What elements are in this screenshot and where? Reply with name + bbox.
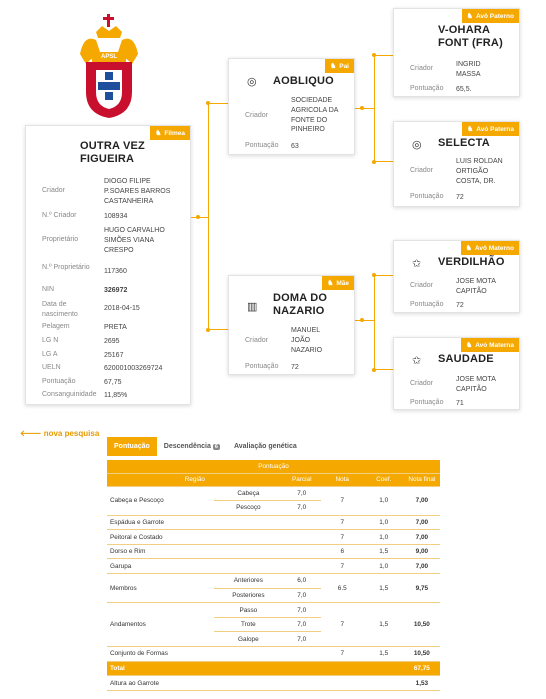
mgf-name: VERDILHÃO (438, 256, 505, 268)
table-row: Posteriores 7,0 (107, 588, 440, 603)
maternal-grandmother-card[interactable] (393, 337, 520, 410)
star-mark-icon: ✩ (412, 258, 422, 270)
main-field-row (42, 286, 174, 296)
maternal-grandfather-card[interactable] (393, 240, 520, 313)
main-field-row (42, 300, 174, 320)
mother-pontuacao: 72 (291, 364, 299, 371)
tree-connector (208, 103, 228, 330)
field-label: N.º Criador (42, 212, 77, 219)
field-value: 108934 (104, 213, 128, 220)
table-title: Pontuação (107, 460, 440, 473)
table-row: Trote 7,0 (107, 617, 440, 632)
table-row: Espádua e Garrote 7 1,0 7,00 (107, 515, 440, 530)
pgf-criador: INGRID MASSA (456, 61, 481, 78)
mgm-name: SAUDADE (438, 353, 494, 365)
mgf-pontuacao: 72 (456, 302, 464, 309)
field-label: Pontuação (410, 85, 444, 92)
field-label: Pontuação (410, 399, 444, 406)
tree-node (372, 368, 376, 372)
main-field-row (42, 351, 174, 361)
col-header: Parcial (283, 473, 321, 486)
table-row: Conjunto de Formas 7 1,5 10,50 (107, 647, 440, 662)
field-value: 326972 (104, 287, 128, 294)
main-field-row (42, 378, 174, 388)
pgf-name: V-OHARA FONT (FRA) (438, 24, 503, 49)
logo-text: APSL (100, 54, 117, 60)
tab-descendencia[interactable]: Descendência 6 (163, 443, 218, 450)
apsl-logo (78, 12, 140, 122)
field-label: Criador (42, 187, 65, 194)
field-label: Data de nascimento (42, 301, 78, 318)
tab-bar (107, 437, 304, 456)
score-table (107, 460, 440, 691)
back-link[interactable]: 🡐 nova pesquisa (20, 429, 100, 438)
field-label: Criador (410, 65, 433, 72)
field-label: Criador (410, 380, 433, 387)
pgm-name: SELECTA (438, 137, 490, 149)
tree-node (372, 160, 376, 164)
arrow-left-icon: 🡐 (20, 429, 42, 438)
tree-node (372, 53, 376, 57)
table-row: Altura ao Garrote 1,53 (107, 676, 440, 691)
mother-badge: ♞ Mãe (322, 276, 354, 290)
mgf-criador: JOSE MOTA CAPITÃO (456, 278, 496, 295)
field-label: Criador (245, 112, 268, 119)
horse-icon: ♞ (465, 245, 472, 252)
field-label: Pontuação (410, 193, 444, 200)
mgm-pontuacao: 71 (456, 400, 464, 407)
mother-criador: MANUEL JOÃO NAZARIO (291, 327, 323, 354)
table-row: Garupa 7 1,0 7,00 (107, 559, 440, 574)
tab-pontuacao[interactable]: Pontuação (107, 437, 157, 456)
field-label: Consanguinidade (42, 391, 97, 398)
pgm-badge: ♞ Avó Paterna (462, 122, 519, 136)
field-label: Criador (410, 282, 433, 289)
main-field-row (42, 391, 174, 401)
horse-icon: ♞ (329, 63, 337, 70)
table-row: Dorso e Rim 6 1,5 9,00 (107, 544, 440, 559)
pgf-badge: ♞ Avô Paterno (462, 9, 519, 23)
tree-connector (200, 217, 208, 218)
main-horse-badge: ♞ Filmea (150, 126, 190, 140)
mgm-criador: JOSE MOTA CAPITÃO (456, 376, 496, 393)
star-mark-icon: ✩ (412, 355, 422, 367)
col-header: Nota final (404, 473, 440, 486)
mgf-badge: ♞ Avô Materno (461, 241, 519, 255)
mother-card[interactable] (228, 275, 355, 375)
table-row: Peitoral e Costado 7 1,0 7,00 (107, 530, 440, 545)
table-row: Andamentos Passo 7,0 7 1,5 10,50 (107, 603, 440, 618)
field-label: Proprietário (42, 236, 79, 243)
paternal-grandmother-card[interactable] (393, 121, 520, 207)
field-label: UELN (42, 364, 61, 371)
father-card[interactable] (228, 58, 355, 155)
tree-connector (355, 320, 374, 321)
tree-node (360, 106, 364, 110)
pgm-criador: LUIS ROLDAN ORTIGÃO COSTA, DR. (456, 158, 503, 185)
tree-connector (374, 275, 393, 370)
field-value: DIOGO FILIPE P.SOARES BARROS CASTANHEIRA (104, 178, 171, 205)
main-field-row (42, 212, 174, 222)
tree-node (360, 318, 364, 322)
father-name: AOBLIQUO (273, 75, 334, 87)
main-field-row (42, 364, 174, 374)
tree-node (372, 273, 376, 277)
field-label: Pontuação (410, 301, 444, 308)
pgf-pontuacao: 65,5. (456, 86, 472, 93)
father-pontuacao: 63 (291, 143, 299, 150)
paternal-grandfather-card[interactable] (393, 8, 520, 97)
table-row: Membros Anteriores 6,0 6.5 1,5 9,75 (107, 574, 440, 589)
main-field-row (42, 323, 174, 333)
field-value: HUGO CARVALHO SIMÕES VIANA CRESPO (104, 227, 165, 254)
horse-icon: ♞ (155, 130, 162, 137)
col-header: Região (107, 473, 283, 486)
main-field-row (42, 337, 174, 347)
horse-icon: ♞ (465, 342, 473, 349)
horse-icon: ♞ (466, 13, 473, 20)
field-label: N.º Proprietário (42, 264, 90, 271)
pgm-pontuacao: 72 (456, 194, 464, 201)
field-value: 117360 (104, 268, 127, 275)
count-badge: 6 (214, 444, 218, 450)
field-label: Pelagem (42, 323, 70, 330)
field-value: 2018-04-15 (104, 305, 140, 312)
mother-name: DOMA DO NAZARIO (273, 292, 328, 317)
breed-mark-icon: ◎ (412, 139, 422, 151)
table-row: Cabeça e Pescoço Cabeça 7,0 7 1,0 7,00 (107, 486, 440, 501)
main-field-row (42, 263, 174, 277)
tree-node (206, 101, 210, 105)
tree-connector (355, 108, 374, 109)
father-badge: ♞ Pai (325, 59, 354, 73)
field-label: Criador (245, 337, 268, 344)
breed-mark-icon: ◎ (247, 76, 257, 88)
mgm-badge: ♞ Avó Materna (461, 338, 519, 352)
father-criador: SOCIEDADE AGRICOLA DA FONTE DO PINHEIRO (291, 97, 339, 134)
field-value: 25167 (104, 352, 124, 359)
table-row: Pescoço 7,0 (107, 501, 440, 516)
field-label: Criador (410, 167, 433, 174)
table-row: Galope 7,0 (107, 632, 440, 647)
field-label: LG N (42, 337, 59, 344)
main-horse-name: OUTRA VEZ FIGUEIRA (80, 140, 145, 165)
field-value: 2695 (104, 338, 120, 345)
tree-connector (374, 55, 393, 162)
field-label: Pontuação (245, 363, 279, 370)
main-field-row (42, 226, 174, 255)
col-header: Nota (321, 473, 364, 486)
breed-mark-icon: ▥ (247, 301, 258, 313)
horse-icon: ♞ (467, 126, 474, 133)
field-value: 11,85% (104, 392, 128, 399)
field-label: Pontuação (42, 378, 76, 385)
field-label: NIN (42, 286, 55, 293)
main-field-row (42, 177, 174, 206)
field-value: PRETA (104, 324, 127, 331)
tree-node (206, 328, 210, 332)
horse-icon: ♞ (327, 280, 334, 287)
tab-avaliacao-genetica[interactable]: Avaliação genética (233, 443, 297, 450)
field-label: Pontuação (245, 142, 279, 149)
field-value: 620001003269724 (104, 365, 163, 372)
field-label: LG A (42, 351, 58, 358)
total-row: Total 67,75 (107, 661, 440, 676)
field-value: 67,75 (104, 379, 122, 386)
col-header: Coef. (364, 473, 404, 486)
